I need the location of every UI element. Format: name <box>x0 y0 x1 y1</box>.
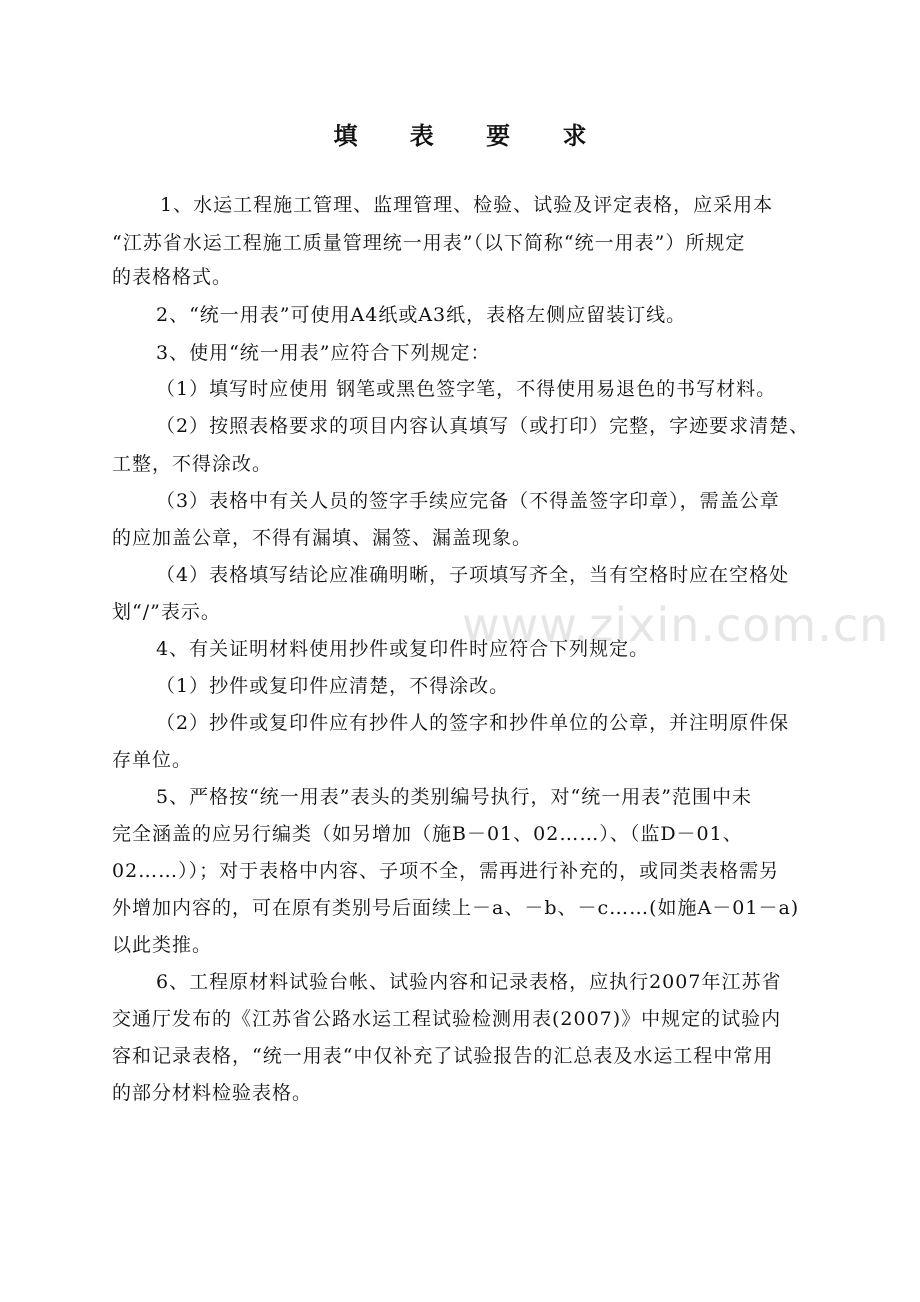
paragraph-line: 的应加盖公章，不得有漏填、漏签、漏盖现象。 <box>112 527 533 549</box>
paragraph-line: 交通厅发布的《江苏省公路水运工程试验检测用表(2007)》中规定的试验内 <box>112 1008 782 1030</box>
paragraph-line: 1、水运工程施工管理、监理管理、检验、试验及评定表格，应采用本 <box>160 194 774 216</box>
paragraph-line: （1）抄件或复印件应清楚，不得涂改。 <box>156 675 510 697</box>
paragraph-line: 完全涵盖的应另行编类（如另增加（施B－01、02……）、（监D－01、 <box>112 823 743 845</box>
paragraph-line: （2）按照表格要求的项目内容认真填写（或打印）完整，字迹要求清楚、 <box>156 415 810 437</box>
paragraph-line: （4）表格填写结论应准确明晰，子项填写齐全，当有空格时应在空格处 <box>156 564 790 586</box>
paragraph-line: 的表格格式。 <box>112 266 233 288</box>
paragraph-line: （3）表格中有关人员的签字手续应完备（不得盖签字印章），需盖公章 <box>156 490 780 512</box>
watermark-text: www.zixin.com.cn <box>462 598 890 652</box>
paragraph-line: 2、“统一用表”可使用A4纸或A3纸，表格左侧应留装订线。 <box>156 304 687 326</box>
paragraph-line: 容和记录表格，“统一用表“中仅补充了试验报告的汇总表及水运工程中常用 <box>112 1045 774 1067</box>
paragraph-line: 存单位。 <box>112 749 193 771</box>
paragraph-line: 划“/”表示。 <box>112 601 221 623</box>
paragraph-line: （1）填写时应使用 钢笔或黑色签字笔，不得使用易退色的书写材料。 <box>156 378 777 400</box>
paragraph-line: 4、有关证明材料使用抄件或复印件时应符合下列规定。 <box>156 638 650 660</box>
paragraph-line: “江苏省水运工程施工质量管理统一用表”（以下简称“统一用表”）所规定 <box>112 232 746 254</box>
page-title: 填 表 要 求 <box>333 122 609 150</box>
paragraph-line: 02……））；对于表格中内容、子项不全，需再进行补充的，或同类表格需另 <box>112 860 780 882</box>
paragraph-line: 的部分材料检验表格。 <box>112 1082 313 1104</box>
paragraph-line: 3、使用“统一用表”应符合下列规定： <box>156 342 491 364</box>
paragraph-line: 外增加内容的，可在原有类别号后面续上－a、－b、－c……(如施A－01－a) <box>112 897 800 919</box>
paragraph-line: （2）抄件或复印件应有抄件人的签字和抄件单位的公章，并注明原件保 <box>156 712 790 734</box>
paragraph-line: 以此类推。 <box>112 934 213 956</box>
paragraph-line: 5、严格按“统一用表”表头的类别编号执行，对“统一用表”范围中未 <box>156 786 752 808</box>
paragraph-line: 6、工程原材料试验台帐、试验内容和记录表格，应执行2007年江苏省 <box>156 971 782 993</box>
paragraph-line: 工整，不得涂改。 <box>112 453 273 475</box>
